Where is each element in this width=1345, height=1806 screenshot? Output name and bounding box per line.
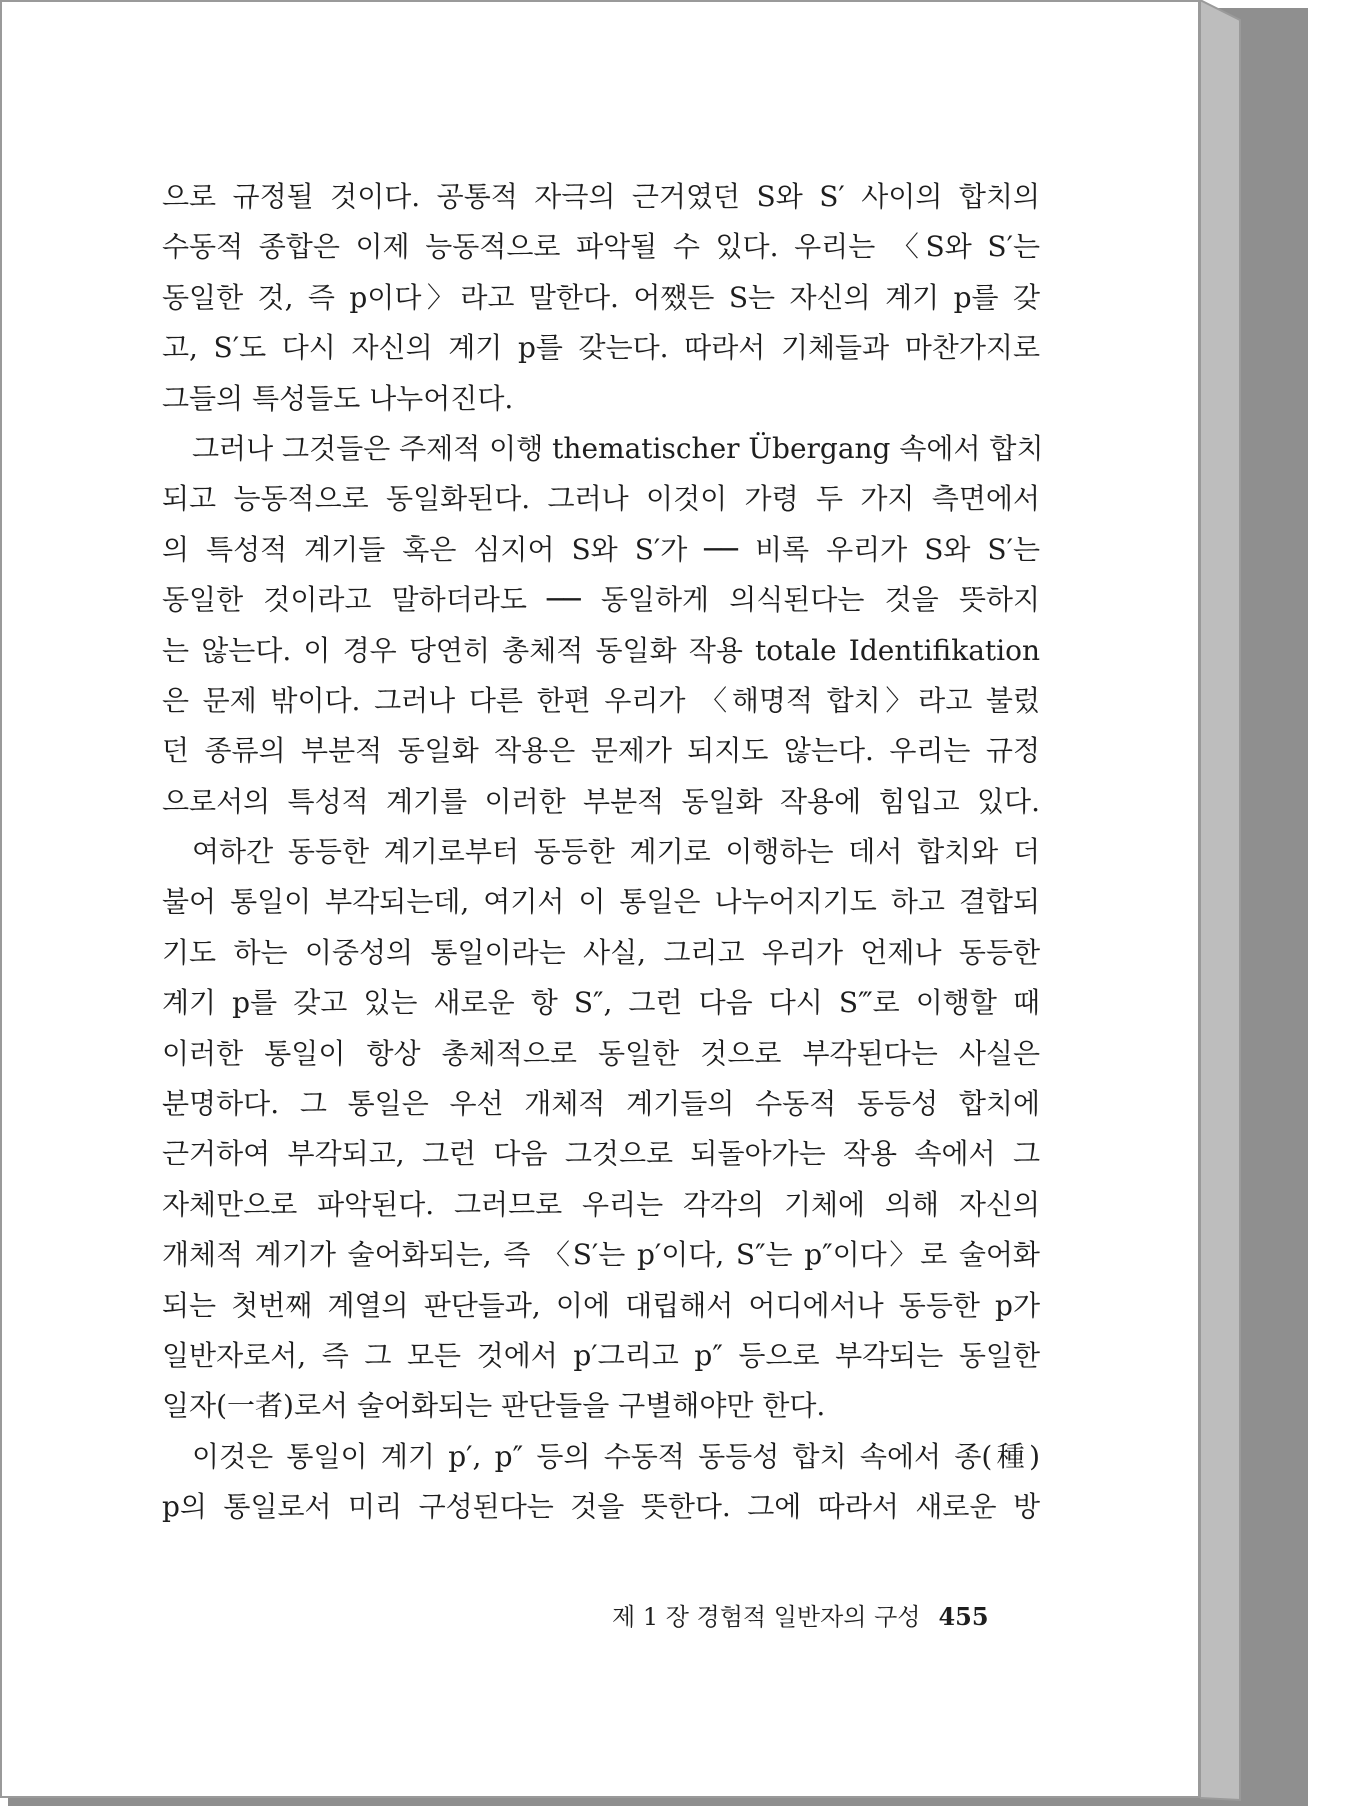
text-line: 일반자로서, 즉 그 모든 것에서 p′그리고 p″ 등으로 부각되는 동일한 <box>162 1338 1040 1372</box>
text-line: 의 특성적 계기들 혹은 심지어 S와 S′가 ── 비록 우리가 S와 S′는 <box>162 532 1040 566</box>
text-line: 은 문제 밖이다. 그러나 다른 한편 우리가 〈해명적 합치〉라고 불렀 <box>162 683 1040 717</box>
text-line: 되고 능동적으로 동일화된다. 그러나 이것이 가령 두 가지 측면에서 <box>162 482 1040 516</box>
text-line: 으로 규정될 것이다. 공통적 자극의 근거였던 S와 S′ 사이의 합치의 <box>162 180 1040 213</box>
text-line: 는 않는다. 이 경우 당연히 총체적 동일화 작용 totale Identifikation <box>162 633 1040 667</box>
text-line: p의 통일로서 미리 구성된다는 것을 뜻한다. 그에 따라서 새로운 방 <box>162 1490 1040 1524</box>
text-line: 개체적 계기가 술어화되는, 즉 〈S′는 p′이다, S″는 p″이다〉로 술어화 <box>162 1238 1040 1272</box>
text-line: 계기 p를 갖고 있는 새로운 항 S″, 그런 다음 다시 S‴로 이행할 때 <box>162 986 1040 1020</box>
text-line: 동일한 것이라고 말하더라도 ── 동일하게 의식된다는 것을 뜻하지 <box>162 583 1040 617</box>
text-line: 이러한 통일이 항상 총체적으로 동일한 것으로 부각된다는 사실은 <box>162 1036 1040 1070</box>
text-line: 던 종류의 부분적 동일화 작용은 문제가 되지도 않는다. 우리는 규정 <box>162 734 1040 768</box>
text-line: 으로서의 특성적 계기를 이러한 부분적 동일화 작용에 힘입고 있다. <box>162 784 1040 818</box>
text-line: 일자(一者)로서 술어화되는 판단들을 구별해야만 한다. <box>162 1389 826 1423</box>
text-line: 여하간 동등한 계기로부터 동등한 계기로 이행하는 데서 합치와 더 <box>192 835 1040 869</box>
text-line: 기도 하는 이중성의 통일이라는 사실, 그리고 우리가 언제나 동등한 <box>162 935 1040 969</box>
text-line: 그러나 그것들은 주제적 이행 thematischer Übergang 속에서 합치 <box>192 431 1044 465</box>
text-line: 자체만으로 파악된다. 그러므로 우리는 각각의 기체에 의해 자신의 <box>162 1187 1040 1221</box>
text-line: 되는 첫번째 계열의 판단들과, 이에 대립해서 어디에서나 동등한 p가 <box>162 1288 1040 1322</box>
text-line: 고, S′도 다시 자신의 계기 p를 갖는다. 따라서 기체들과 마찬가지로 <box>162 331 1040 365</box>
text-line: 동일한 것, 즉 p이다〉라고 말한다. 어쨌든 S는 자신의 계기 p를 갖 <box>162 280 1040 314</box>
page-number: 455 <box>938 1602 989 1631</box>
text-line: 불어 통일이 부각되는데, 여기서 이 통일은 나누어지기도 하고 결합되 <box>162 885 1040 919</box>
running-footer <box>612 1597 1012 1632</box>
body-text <box>162 172 1044 1533</box>
text-line: 이것은 통일이 계기 p′, p″ 등의 수동적 동등성 합치 속에서 종(種) <box>192 1439 1040 1473</box>
page-edge <box>1200 0 1320 1806</box>
text-line: 수동적 종합은 이제 능동적으로 파악될 수 있다. 우리는 〈S와 S′는 <box>162 230 1040 264</box>
text-line: 분명하다. 그 통일은 우선 개체적 계기들의 수동적 동등성 합치에 <box>162 1087 1040 1121</box>
text-line: 근거하여 부각되고, 그런 다음 그것으로 되돌아가는 작용 속에서 그 <box>162 1137 1040 1171</box>
text-line: 그들의 특성들도 나누어진다. <box>162 381 514 415</box>
chapter-title: 제 1 장 경험적 일반자의 구성 <box>612 1603 921 1631</box>
